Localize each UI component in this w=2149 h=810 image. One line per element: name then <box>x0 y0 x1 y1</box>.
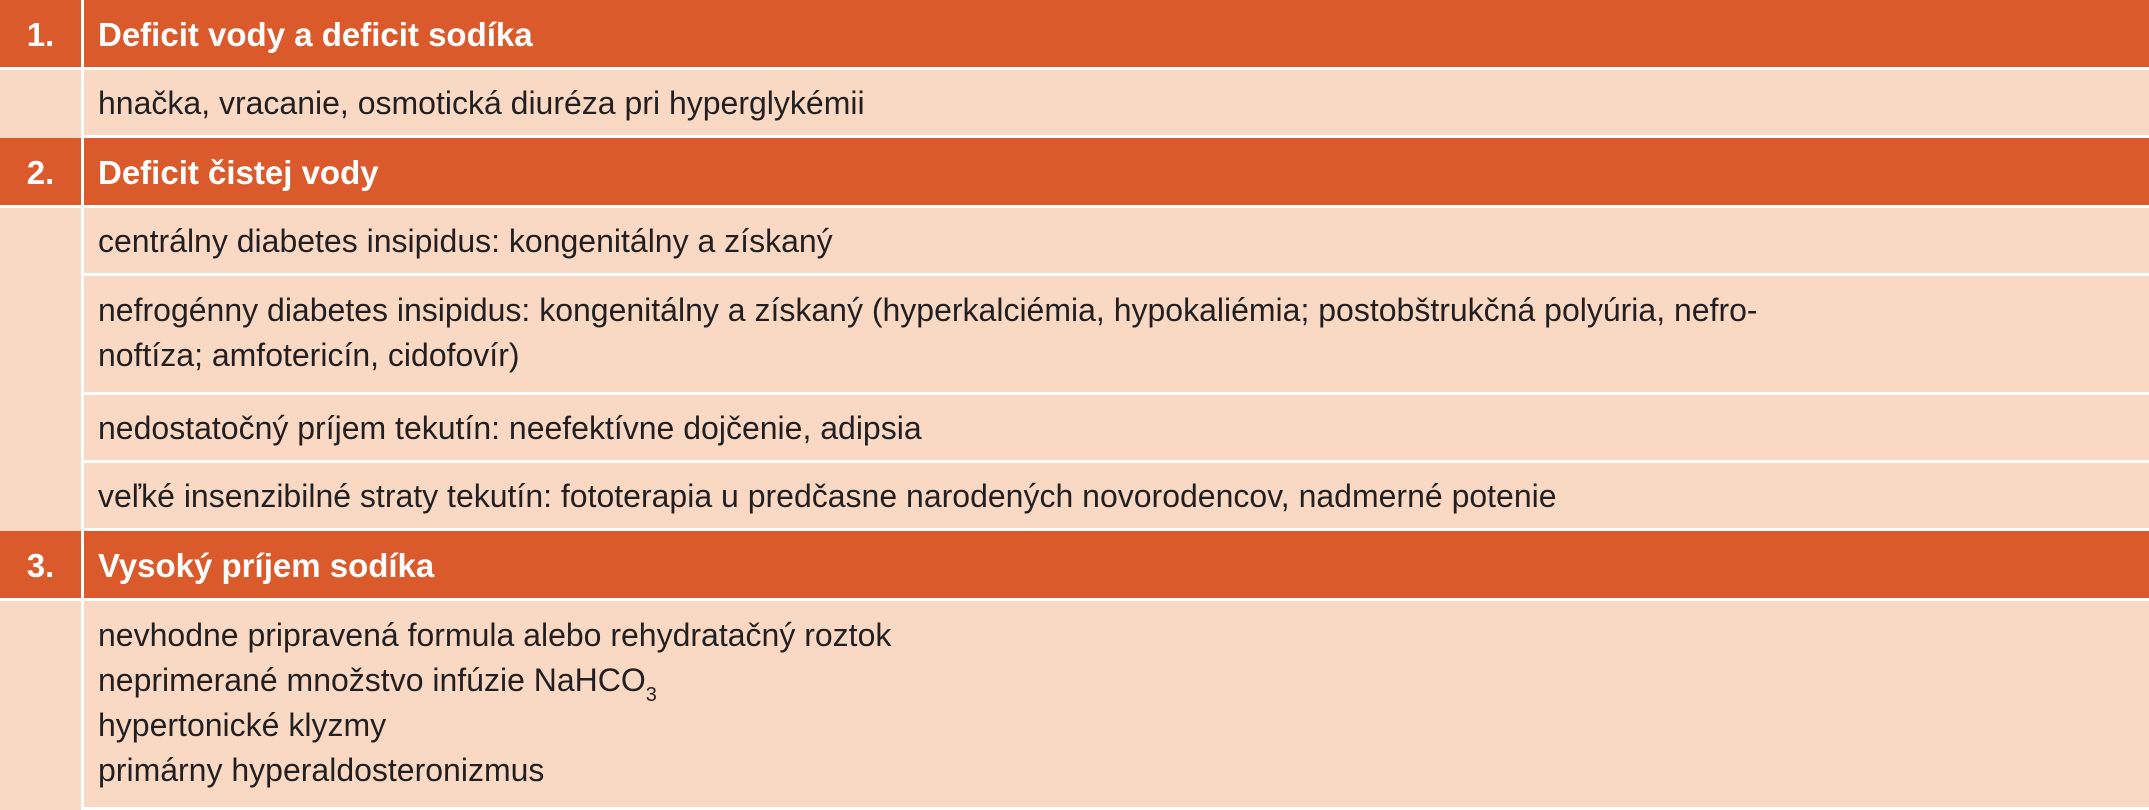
section-1 <box>0 0 2149 138</box>
list-item-group <box>84 601 2149 810</box>
section-number: 1. <box>0 0 81 70</box>
section-content <box>84 531 2149 810</box>
list-item-line: nefrogénny diabetes insipidus: kongenitálny a získaný (hyperkalciémia, hypokaliémia; postobštrukčná polyúria, nefro- <box>98 292 1758 328</box>
list-item-line: primárny hyperaldosteronizmus <box>98 752 545 788</box>
list-item: hnačka, vracanie, osmotická diuréza pri hyperglykémii <box>84 70 2149 138</box>
section-number-fill <box>0 601 81 810</box>
section-title: Vysoký príjem sodíka <box>84 531 2149 601</box>
section-number-column <box>0 531 81 810</box>
list-item-line: hypertonické klyzmy <box>98 707 387 743</box>
section-3 <box>0 531 2149 810</box>
list-item: nedostatočný príjem tekutín: neefektívne dojčenie, adipsia <box>84 395 2149 463</box>
list-item-line <box>98 658 2109 706</box>
subscript: 3 <box>645 684 657 706</box>
list-item: veľké insenzibilné straty tekutín: fototerapia u predčasne narodených novorodencov, nadmerné potenie <box>84 463 2149 531</box>
section-2 <box>0 138 2149 531</box>
list-item-text: neprimerané množstvo infúzie NaHCO <box>98 662 646 698</box>
section-content <box>84 0 2149 138</box>
section-title: Deficit vody a deficit sodíka <box>84 0 2149 70</box>
list-item <box>84 276 2149 395</box>
list-item-line: nevhodne pripravená formula alebo rehydratačný roztok <box>98 617 892 653</box>
section-number-column <box>0 138 81 531</box>
section-number-column <box>0 0 81 138</box>
section-content <box>84 138 2149 531</box>
list-item-line: noftíza; amfotericín, cidofovír) <box>98 337 520 373</box>
list-item: centrálny diabetes insipidus: kongenitálny a získaný <box>84 208 2149 276</box>
section-number: 3. <box>0 531 81 601</box>
section-number-fill <box>0 70 81 138</box>
section-number-fill <box>0 208 81 531</box>
section-title: Deficit čistej vody <box>84 138 2149 208</box>
section-number: 2. <box>0 138 81 208</box>
